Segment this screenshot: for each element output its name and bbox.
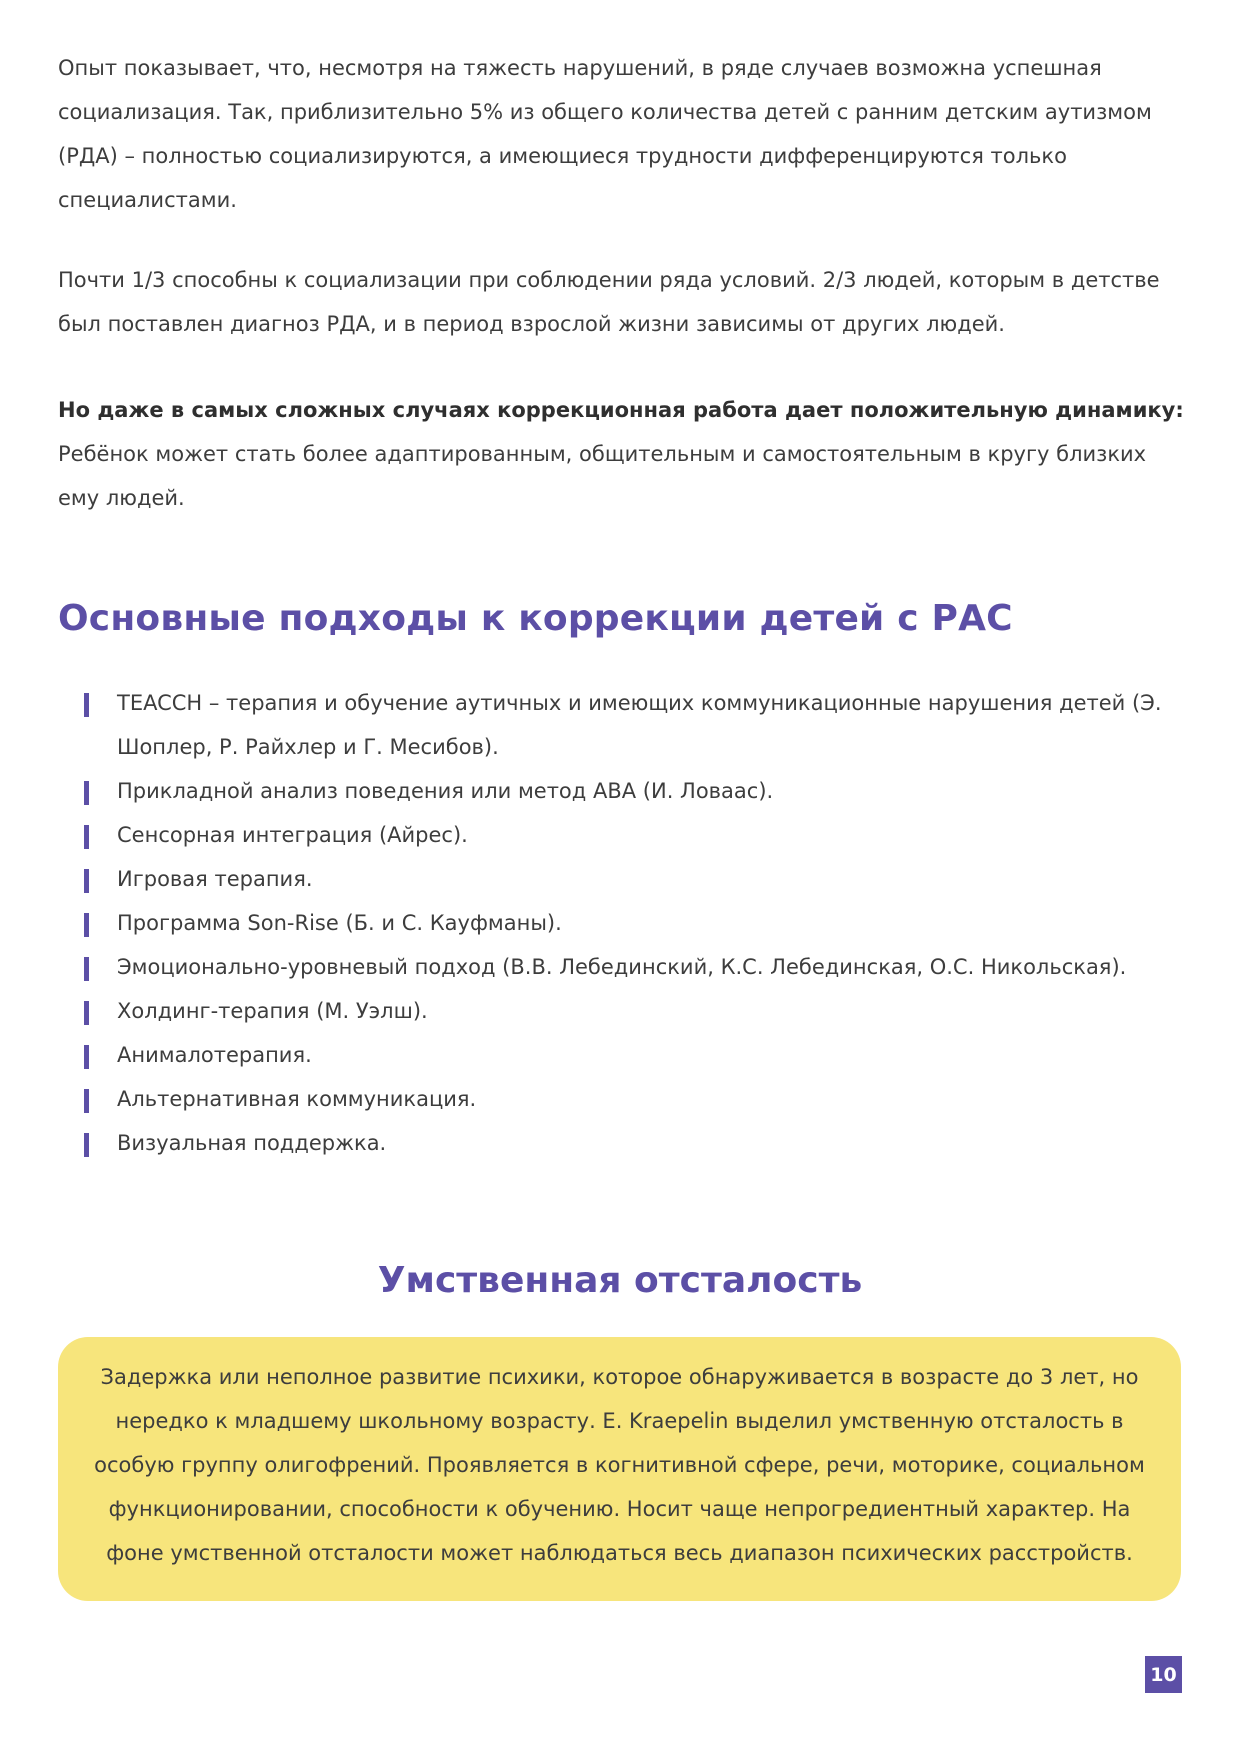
retardation-heading: Умственная отсталость (377, 1260, 863, 1301)
bullet-bar-icon (84, 913, 89, 937)
list-item (84, 857, 1184, 901)
list-item (84, 1033, 1184, 1077)
list-item (84, 1121, 1184, 1165)
list-item-text: Игровая терапия. (117, 867, 313, 891)
bullet-bar-icon (84, 693, 89, 717)
list-item-text: Визуальная поддержка. (117, 1131, 387, 1155)
bullet-bar-icon (84, 1045, 89, 1069)
list-item (84, 989, 1184, 1033)
list-item (84, 1077, 1184, 1121)
intro-paragraph-3-text: Ребёнок может стать более адаптированным, общительным и самостоятельным в кругу близких ему людей. (58, 442, 1147, 510)
page-number: 10 (1145, 1656, 1182, 1693)
list-item-text: Эмоционально-уровневый подход (В.В. Лебединский, К.С. Лебединская, О.С. Никольская). (117, 955, 1127, 979)
definition-box (58, 1337, 1181, 1601)
list-item (84, 901, 1184, 945)
list-item-text: Холдинг-терапия (М. Уэлш). (117, 999, 428, 1023)
bullet-bar-icon (84, 1001, 89, 1025)
list-item-text: Сенсорная интеграция (Айрес). (117, 823, 468, 847)
bullet-bar-icon (84, 825, 89, 849)
list-item-text: Альтернативная коммуникация. (117, 1087, 477, 1111)
list-item-text: Прикладной анализ поведения или метод ABA (И. Ловаас). (117, 779, 774, 803)
intro-paragraph-2: Почти 1/3 способны к социализации при соблюдении ряда условий. 2/3 людей, которым в детстве был поставлен диагноз РДА, и в период взрослой жизни зависимы от других людей. (58, 268, 1160, 336)
intro-paragraph-3 (58, 388, 1188, 520)
intro-paragraph-1: Опыт показывает, что, несмотря на тяжесть нарушений, в ряде случаев возможна успешная социализация. Так, приблизительно 5% из общего количества детей с ранним детским аутизмом (РДА) – полностью социализируются, а имеющиеся трудности дифференцируются только специалистами. (58, 56, 1152, 212)
list-item (84, 945, 1184, 989)
bullet-bar-icon (84, 781, 89, 805)
approaches-list (84, 681, 1184, 1165)
list-item-text: TEACCH – терапия и обучение аутичных и имеющих коммуникационные нарушения детей (Э. Шоплер, Р. Райхлер и Г. Месибов). (117, 691, 1162, 759)
intro-paragraph-3-bold: Но даже в самых сложных случаях коррекционная работа дает положительную динамику: (58, 398, 1184, 422)
list-item (84, 769, 1184, 813)
bullet-bar-icon (84, 957, 89, 981)
bullet-bar-icon (84, 869, 89, 893)
bullet-bar-icon (84, 1133, 89, 1157)
list-item (84, 813, 1184, 857)
list-item-text: Анималотерапия. (117, 1043, 312, 1067)
approaches-heading: Основные подходы к коррекции детей с РАС (58, 598, 1013, 639)
definition-text: Задержка или неполное развитие психики, которое обнаруживается в возрасте до 3 лет, но нередко к младшему школьному возрасту. E. Kraepelin выделил умственную отсталость в особую группу олигофрений. Проявляется в когнитивной сфере, речи, моторике, социальном функционировании, способности к обучению. Носит чаще непрогредиентный характер. На фоне умственной отсталости может наблюдаться весь диапазон психических расстройств. (94, 1365, 1145, 1565)
list-item-text: Программа Son-Rise (Б. и С. Кауфманы). (117, 911, 562, 935)
bullet-bar-icon (84, 1089, 89, 1113)
list-item (84, 681, 1184, 769)
